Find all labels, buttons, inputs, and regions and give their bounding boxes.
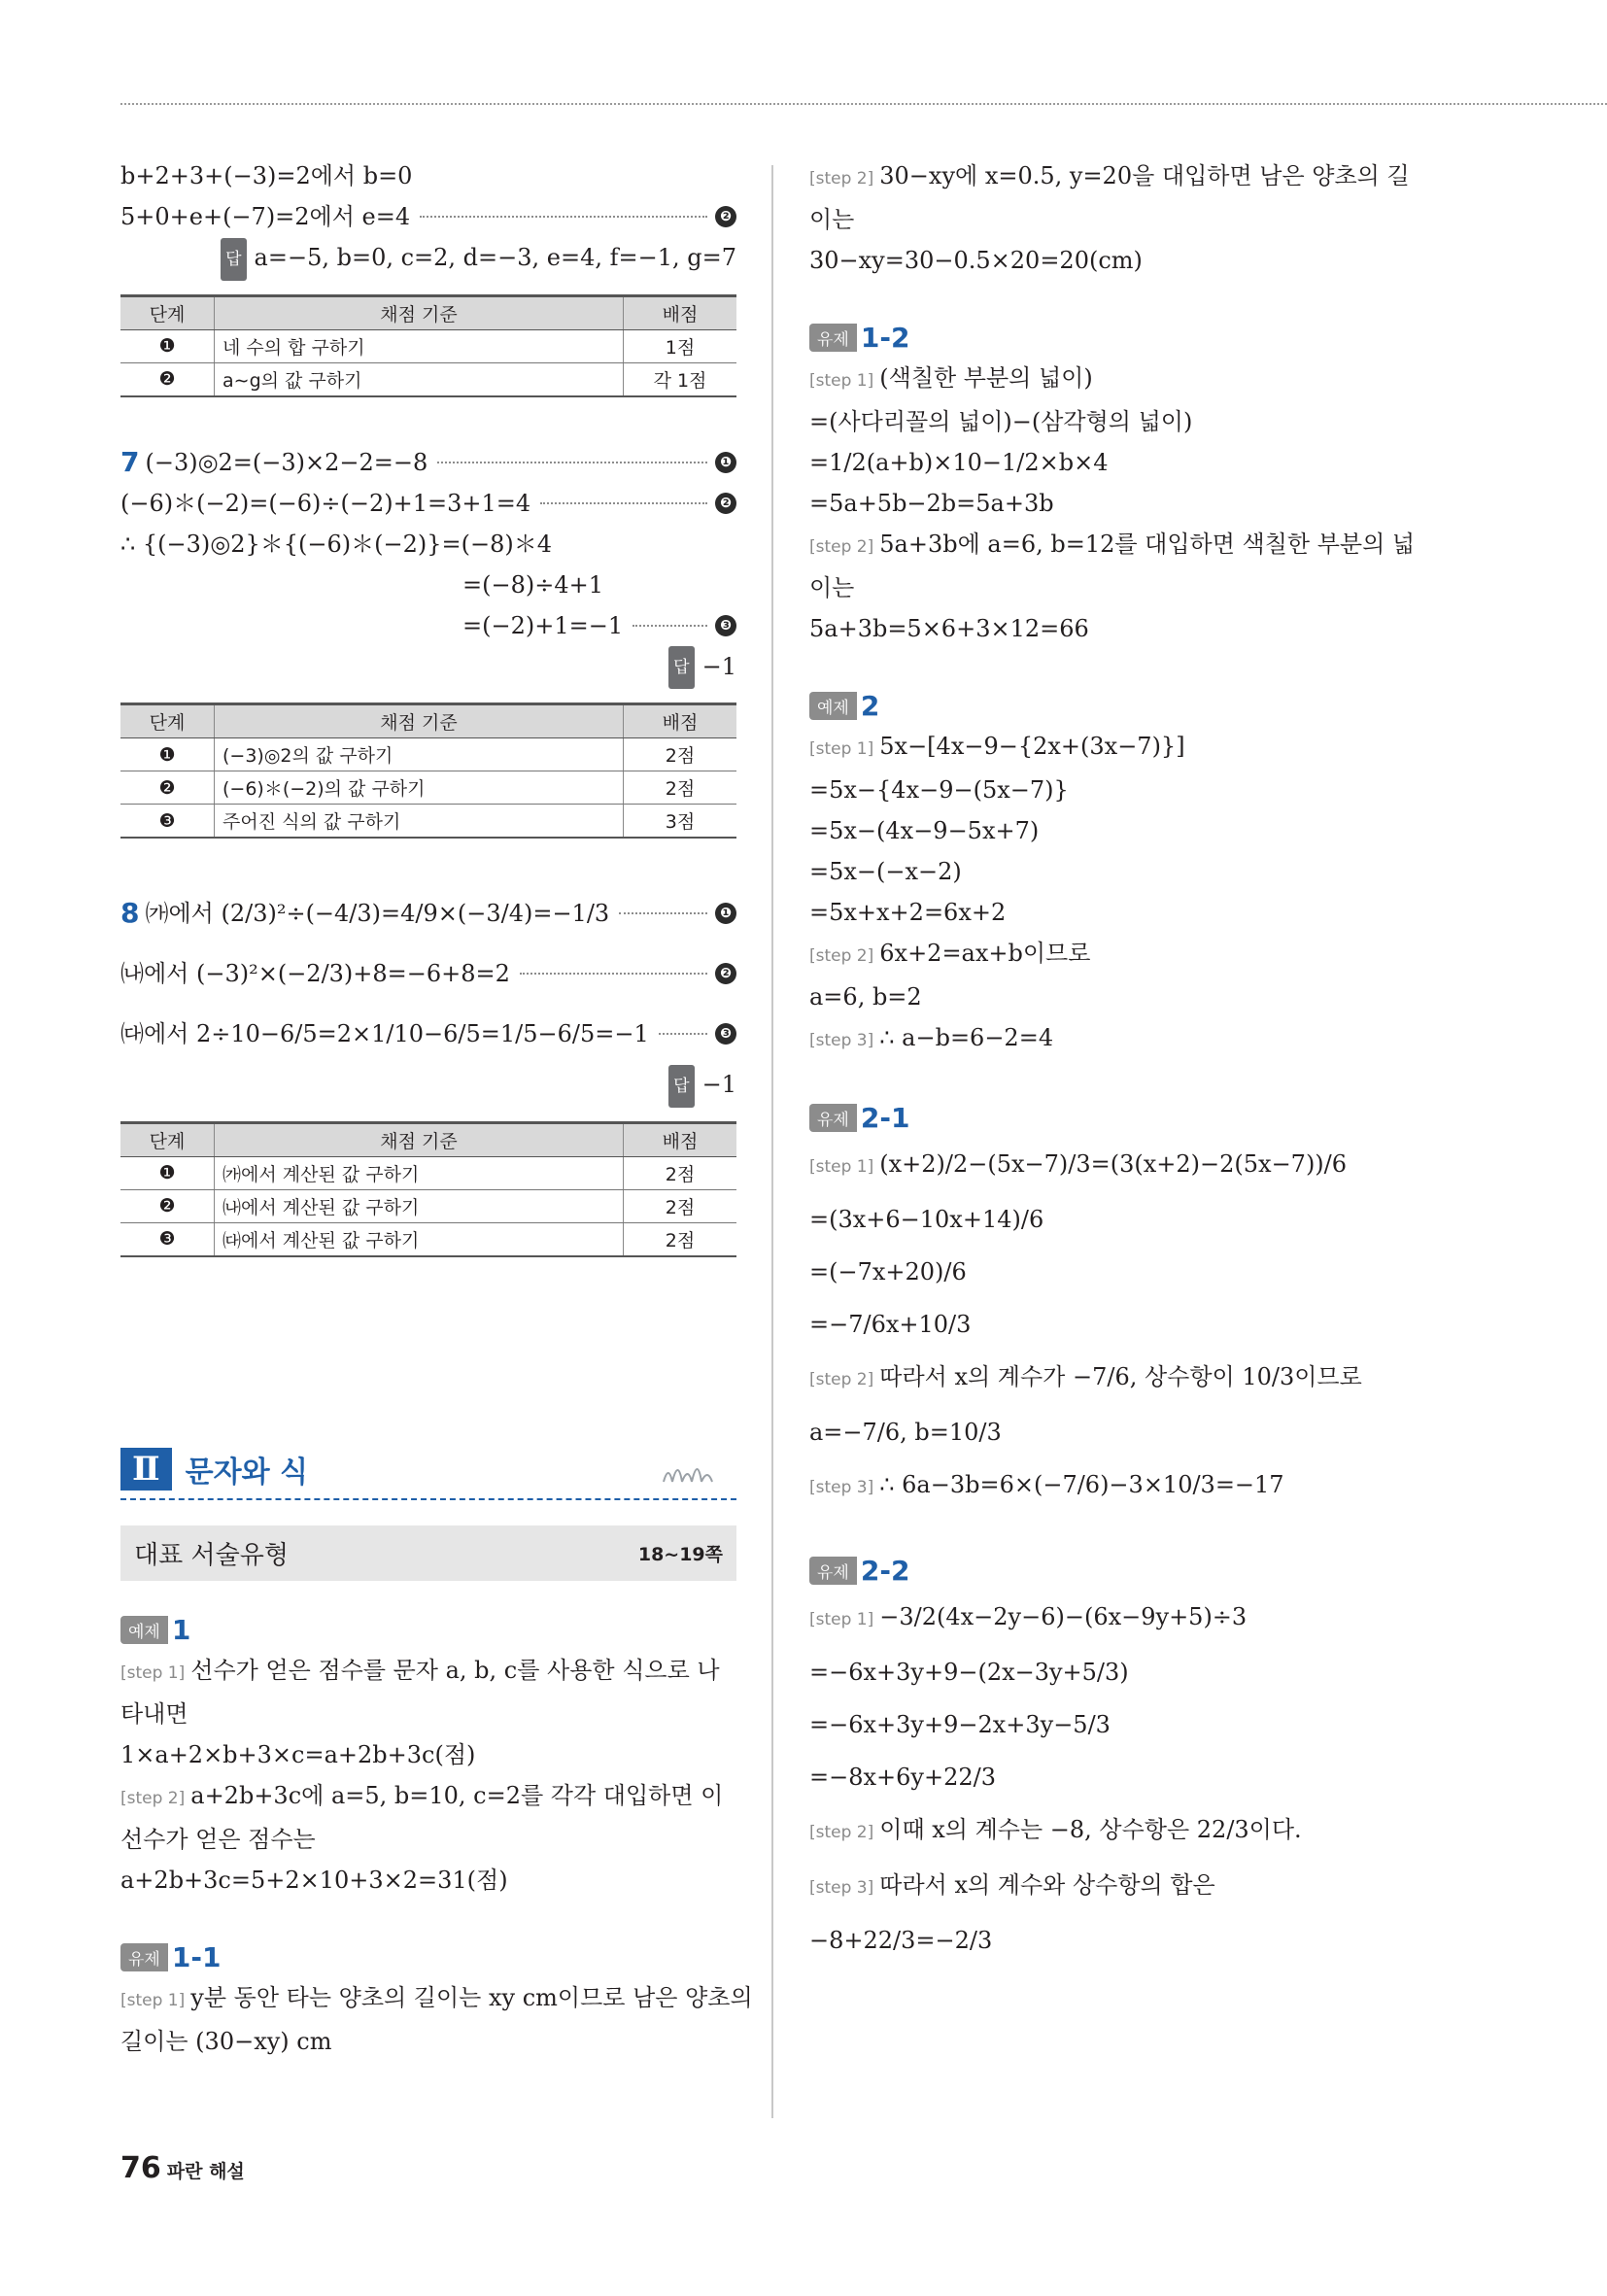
solution-text: =5x+x+2=6x+2 <box>809 899 1007 926</box>
grading-table-6 <box>120 294 736 397</box>
solution-line <box>809 1351 1431 1406</box>
table-row: ❷ (−6)＊(−2)의 값 구하기 2점 <box>120 771 736 805</box>
solution-line <box>809 1591 1431 1646</box>
solution-line <box>809 1138 1431 1193</box>
solution-text: 5x−[4x−9−{2x+(3x−7)}] <box>879 733 1185 760</box>
section-pages: 18~19쪽 <box>637 1543 723 1565</box>
step-label: [step 1] <box>120 1990 186 2010</box>
solution-line <box>809 1458 1431 1514</box>
step-label: [step 2] <box>809 1370 874 1389</box>
table-row: ❶ 네 수의 합 구하기 1점 <box>120 329 736 362</box>
grass-decoration-icon <box>659 1455 717 1484</box>
solution-line <box>809 240 1431 281</box>
solution-text: (x+2)/2−(5x−7)/3=(3(x+2)−2(5x−7))/6 <box>879 1150 1348 1178</box>
solution-text: =5a+5b−2b=5a+3b <box>809 490 1054 517</box>
exercise-2-1-body <box>809 1138 1431 1514</box>
exercise-heading <box>809 1555 1431 1587</box>
step-marker: ❸ <box>715 615 736 636</box>
step-marker: ❷ <box>715 963 736 984</box>
solution-text: =−6x+3y+9−(2x−3y+5/3) <box>809 1659 1129 1686</box>
problem-number: 7 <box>120 445 140 478</box>
solution-line: 7 (−3)◎2=(−3)×2−2=−8 ❶ <box>120 442 736 483</box>
solution-line: 5+0+e+(−7)=2에서 e=4 ❷ <box>120 196 736 237</box>
table-row: ❷ a∼g의 값 구하기 각 1점 <box>120 362 736 396</box>
table-row: ❸ 주어진 식의 값 구하기 3점 <box>120 805 736 839</box>
solution-line <box>809 524 1431 567</box>
solution-line <box>809 1406 1431 1458</box>
exercise-1-1-body <box>120 1977 753 2062</box>
example-1-body <box>120 1650 736 1901</box>
example-heading <box>809 690 1431 722</box>
solution-text: 길이는 (30−xy) cm <box>120 2027 332 2055</box>
step-label: [step 2] <box>809 1823 874 1842</box>
solution-line <box>809 1859 1431 1914</box>
solution-text: 따라서 x의 계수가 −7/6, 상수항이 10/3이므로 <box>879 1363 1362 1390</box>
solution-line <box>809 770 1431 810</box>
answer-label: 답 <box>668 1065 694 1108</box>
step-marker: ❶ <box>715 903 736 924</box>
solution-line <box>809 155 1431 199</box>
solution-line <box>809 1698 1431 1751</box>
solution-text: =(3x+6−10x+14)/6 <box>809 1206 1044 1233</box>
answer-line <box>120 646 736 690</box>
solution-line: ㈏에서 (−3)²×(−2/3)+8=−6+8=2 ❷ <box>120 943 736 1004</box>
solution-line <box>809 1803 1431 1859</box>
exercise-tag: 유제 <box>120 1943 168 1971</box>
solution-text: 선수가 얻은 점수를 문자 a, b, c를 사용한 식으로 나 <box>190 1656 720 1684</box>
page-number: 76 <box>120 2151 161 2185</box>
exercise-number: 1-2 <box>860 322 910 354</box>
solution-line <box>809 199 1431 240</box>
chapter-heading <box>120 1448 736 1500</box>
column-divider <box>771 165 773 2118</box>
solution-text: =5x−{4x−9−(5x−7)} <box>809 776 1069 804</box>
solution-line <box>809 1914 1431 1967</box>
right-column <box>809 155 1431 1967</box>
solution-text: =5x−(4x−9−5x+7) <box>809 817 1040 844</box>
answer-line <box>120 237 736 281</box>
problem-number: 8 <box>120 897 140 929</box>
answer-line <box>120 1064 736 1108</box>
solution-text: a+2b+3c에 a=5, b=10, c=2를 각각 대입하면 이 <box>190 1781 724 1809</box>
solution-text: =(−7x+20)/6 <box>809 1258 967 1285</box>
solution-text: 타내면 <box>120 1699 188 1728</box>
solution-line <box>120 1694 736 1734</box>
step-marker: ❶ <box>715 452 736 473</box>
grading-table-7: 단계 채점 기준 배점 ❶ (−3)◎2의 값 구하기 2점 ❷ (−6)＊(−2)의 값 구하기 2점 ❸ 주어진 식의 값 구하기 3점 <box>120 703 736 839</box>
answer-value: −1 <box>701 652 736 680</box>
solution-line <box>809 442 1431 483</box>
solution-text: ∴ a−b=6−2=4 <box>879 1024 1054 1051</box>
solution-text: 1×a+2×b+3×c=a+2b+3c(점) <box>120 1740 476 1768</box>
step-label: [step 1] <box>809 1610 874 1629</box>
step-label: [step 1] <box>809 1157 874 1177</box>
chapter-number: Ⅱ <box>120 1448 172 1491</box>
exercise-1-2-body <box>809 358 1431 649</box>
solution-line <box>809 401 1431 442</box>
col-header-criteria: 채점 기준 <box>215 295 624 329</box>
step-label: [step 3] <box>809 1878 874 1898</box>
exercise-heading <box>120 1941 736 1973</box>
example-2-body <box>809 726 1431 1061</box>
example-number: 1 <box>171 1613 191 1646</box>
table-row: ❸ ㈐에서 계산된 값 구하기 2점 <box>120 1222 736 1256</box>
col-header-score: 배점 <box>624 295 737 329</box>
step-label: [step 1] <box>809 739 874 759</box>
solution-line <box>120 1775 736 1819</box>
solution-line: (−6)＊(−2)=(−6)÷(−2)+1=3+1=4 ❷ <box>120 483 736 524</box>
solution-text: 30−xy에 x=0.5, y=20을 대입하면 남은 양초의 길 <box>879 162 1410 189</box>
step-label: [step 2] <box>809 946 874 966</box>
solution-line <box>120 1977 753 2021</box>
top-dotted-rule <box>120 103 1607 105</box>
answer-label: 답 <box>668 646 694 689</box>
solution-text: 30−xy=30−0.5×20=20(cm) <box>809 247 1143 274</box>
solution-line <box>809 1017 1431 1061</box>
solution-line <box>120 1819 736 1860</box>
solution-text: 따라서 x의 계수와 상수항의 합은 <box>879 1871 1215 1899</box>
step-marker: ❸ <box>715 1023 736 1045</box>
table-row: ❶ ㈎에서 계산된 값 구하기 2점 <box>120 1156 736 1189</box>
section-band <box>120 1525 736 1581</box>
exercise-number: 2-2 <box>860 1555 910 1587</box>
exercise-1-1-continued <box>809 155 1431 281</box>
solution-line: =(−2)+1=−1 ❸ <box>120 605 736 646</box>
step-label: [step 3] <box>809 1478 874 1497</box>
grading-table-8: 단계 채점 기준 배점 ❶ ㈎에서 계산된 값 구하기 2점 ❷ ㈏에서 계산된 값 구하기 2점 ❸ ㈐에서 계산된 값 구하기 2점 <box>120 1121 736 1257</box>
solution-text: 선수가 얻은 점수는 <box>120 1825 316 1853</box>
solution-line <box>120 1734 736 1775</box>
answer-value: a=−5, b=0, c=2, d=−3, e=4, f=−1, g=7 <box>254 244 736 271</box>
solution-line <box>120 1650 736 1694</box>
solution-text: ∴ 6a−3b=6×(−7/6)−3×10/3=−17 <box>879 1471 1284 1498</box>
answer-label: 답 <box>221 238 246 281</box>
solution-line: ∴ {(−3)◎2}＊{(−6)＊(−2)}=(−8)＊4 <box>120 530 552 558</box>
solution-line <box>809 483 1431 524</box>
step-label: [step 1] <box>120 1662 186 1683</box>
step-marker: ❷ <box>715 206 736 227</box>
solution-text: =(사다리꼴의 넓이)−(삼각형의 넓이) <box>809 408 1193 435</box>
exercise-number: 2-1 <box>860 1102 910 1134</box>
example-tag: 예제 <box>809 692 857 720</box>
solution-text: 5a+3b=5×6+3×12=66 <box>809 615 1089 642</box>
solution-text: y분 동안 타는 양초의 길이는 xy cm이므로 남은 양초의 <box>190 1983 753 2011</box>
exercise-heading <box>809 1102 1431 1134</box>
solution-text: 이는 <box>809 206 855 233</box>
solution-line <box>809 892 1431 933</box>
solution-text: 이때 x의 계수는 −8, 상수항은 22/3이다. <box>879 1816 1302 1843</box>
step-label: [step 2] <box>809 169 874 188</box>
step-marker: ❷ <box>715 493 736 514</box>
solution-line <box>809 358 1431 401</box>
exercise-heading <box>809 322 1431 354</box>
solution-text: =1/2(a+b)×10−1/2×b×4 <box>809 449 1109 476</box>
solution-text: 이는 <box>809 574 855 601</box>
solution-text: a=6, b=2 <box>809 983 922 1011</box>
solution-line <box>120 2021 736 2062</box>
solution-line <box>120 1860 736 1901</box>
solution-line <box>809 851 1431 892</box>
step-label: [step 3] <box>809 1031 874 1050</box>
footer-label: 파란 해설 <box>166 2161 245 2182</box>
solution-text: −3/2(4x−2y−6)−(6x−9y+5)÷3 <box>879 1603 1248 1630</box>
example-tag: 예제 <box>120 1616 168 1644</box>
chapter-title: 문자와 식 <box>185 1455 309 1490</box>
solution-line <box>809 1646 1431 1698</box>
left-column <box>120 155 753 2062</box>
solution-text: a+2b+3c=5+2×10+3×2=31(점) <box>120 1866 508 1894</box>
solution-text: =−6x+3y+9−2x+3y−5/3 <box>809 1711 1111 1738</box>
section-title: 대표 서술유형 <box>134 1540 289 1570</box>
example-heading <box>120 1614 736 1646</box>
step-label: [step 1] <box>809 371 874 391</box>
solution-text: 5a+3b에 a=6, b=12를 대입하면 색칠한 부분의 넓 <box>879 531 1416 558</box>
solution-text: =5x−(−x−2) <box>809 858 962 885</box>
solution-line <box>809 1193 1431 1246</box>
solution-line <box>809 1246 1431 1298</box>
exercise-tag: 유제 <box>809 324 857 352</box>
solution-text: 6x+2=ax+b이므로 <box>879 940 1091 967</box>
solution-line <box>809 1751 1431 1803</box>
solution-text: =−7/6x+10/3 <box>809 1311 972 1338</box>
example-number: 2 <box>860 690 880 722</box>
solution-text: −8+22/3=−2/3 <box>809 1927 993 1954</box>
solution-line: =(−8)÷4+1 <box>462 570 603 599</box>
step-label: [step 2] <box>809 537 874 557</box>
solution-line: ㈐에서 2÷10−6/5=2×1/10−6/5=1/5−6/5=−1 ❸ <box>120 1004 736 1064</box>
exercise-number: 1-1 <box>171 1940 222 1973</box>
solution-line <box>809 726 1431 770</box>
step-label: [step 2] <box>120 1788 186 1808</box>
page-footer <box>120 2151 245 2185</box>
col-header-step: 단계 <box>120 295 215 329</box>
exercise-tag: 유제 <box>809 1104 857 1132</box>
exercise-2-2-body <box>809 1591 1431 1967</box>
table-row: ❷ ㈏에서 계산된 값 구하기 2점 <box>120 1189 736 1222</box>
solution-text: a=−7/6, b=10/3 <box>809 1419 1002 1446</box>
solution-line <box>809 933 1431 977</box>
solution-text: (색칠한 부분의 넓이) <box>879 364 1093 392</box>
solution-line <box>809 810 1431 851</box>
solution-line <box>809 608 1431 649</box>
solution-line: 8 ㈎에서 (2/3)²÷(−4/3)=4/9×(−3/4)=−1/3 ❶ <box>120 883 736 943</box>
answer-value: −1 <box>701 1071 736 1098</box>
table-row: ❶ (−3)◎2의 값 구하기 2점 <box>120 738 736 771</box>
exercise-tag: 유제 <box>809 1557 857 1585</box>
solution-line <box>809 567 1431 608</box>
solution-line: b+2+3+(−3)=2에서 b=0 <box>120 162 413 189</box>
solution-line <box>809 977 1431 1017</box>
solution-line <box>809 1298 1431 1351</box>
solution-text: =−8x+6y+22/3 <box>809 1764 996 1791</box>
